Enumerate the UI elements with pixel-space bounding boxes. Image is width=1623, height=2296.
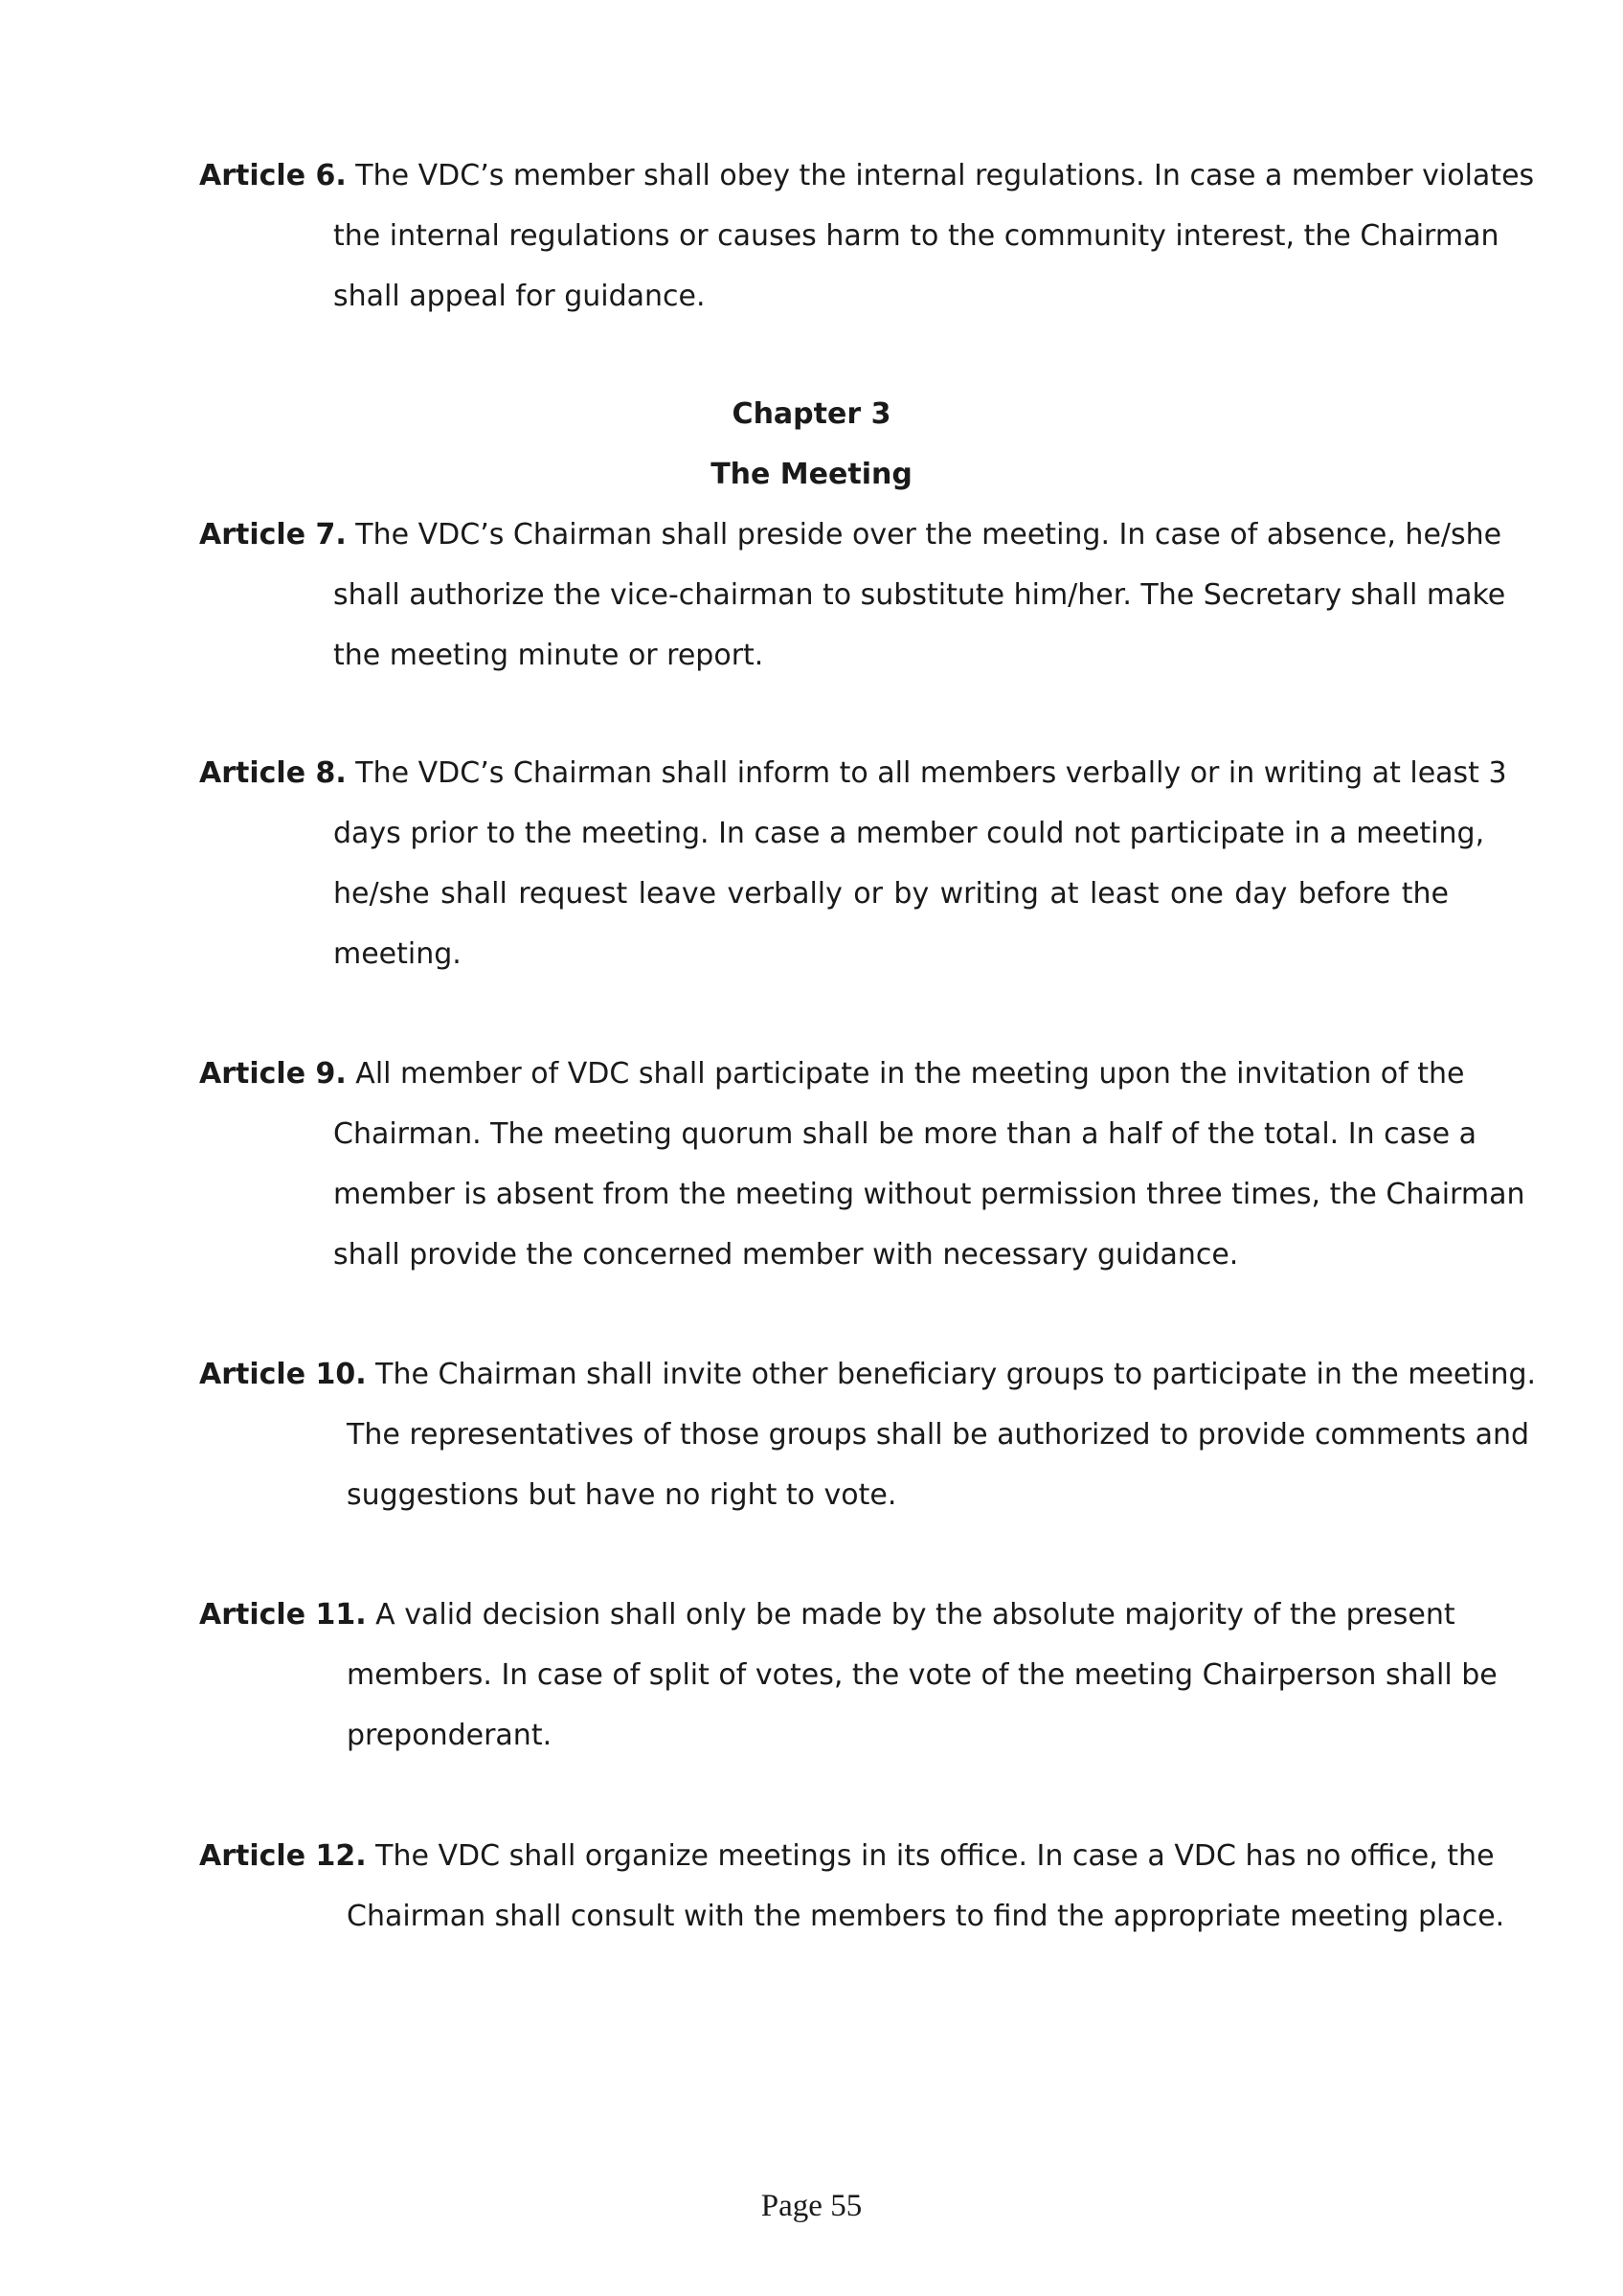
article-6-line-3: shall appeal for guidance. <box>333 280 706 313</box>
article-11-line-3: preponderant. <box>347 1719 552 1752</box>
article-9-line-1: Article 9. All member of VDC shall participate in the meeting upon the invitation of the <box>199 1057 1465 1091</box>
article-9-line-3: member is absent from the meeting without permission three times, the Chairman <box>333 1178 1525 1211</box>
article-11-label: Article 11. <box>199 1598 367 1632</box>
article-8 <box>199 743 1507 984</box>
article-9 <box>199 1044 1525 1285</box>
article-8-line-2: days prior to the meeting. In case a member could not participate in a meeting, <box>333 817 1485 850</box>
article-7-line-2: shall authorize the vice-chairman to substitute him/her. The Secretary shall make <box>333 578 1506 612</box>
article-10-line-1: Article 10. The Chairman shall invite other beneficiary groups to participate in the meeting. <box>199 1358 1537 1391</box>
article-9-line-2: Chairman. The meeting quorum shall be more than a half of the total. In case a <box>333 1117 1477 1151</box>
chapter-number: Chapter 3 <box>732 397 891 431</box>
chapter-title: The Meeting <box>710 458 913 491</box>
article-6-line-2: the internal regulations or causes harm to the community interest, the Chairman <box>333 219 1499 253</box>
article-6-line-1: Article 6. The VDC’s member shall obey the internal regulations. In case a member violates <box>199 159 1535 192</box>
article-11 <box>199 1585 1498 1766</box>
article-11-line-1: Article 11. A valid decision shall only be made by the absolute majority of the present <box>199 1598 1455 1632</box>
article-10 <box>199 1344 1537 1525</box>
article-12-label: Article 12. <box>199 1839 367 1873</box>
article-12 <box>199 1826 1505 1947</box>
article-8-line-4: meeting. <box>333 937 462 971</box>
article-8-line-3: he/she shall request leave verbally or by writing at least one day before the <box>333 877 1449 911</box>
article-7 <box>199 505 1506 686</box>
article-9-line-4: shall provide the concerned member with necessary guidance. <box>333 1238 1239 1272</box>
article-8-line-1: Article 8. The VDC’s Chairman shall inform to all members verbally or in writing at least 3 <box>199 756 1507 790</box>
article-7-line-3: the meeting minute or report. <box>333 639 764 672</box>
article-6-label: Article 6. <box>199 159 347 192</box>
page-number: Page 55 <box>760 2189 863 2223</box>
article-11-line-2: members. In case of split of votes, the vote of the meeting Chairperson shall be <box>347 1658 1498 1692</box>
article-8-label: Article 8. <box>199 756 347 790</box>
article-10-line-2: The representatives of those groups shall be authorized to provide comments and <box>347 1418 1530 1452</box>
article-6 <box>199 146 1535 326</box>
article-12-line-1: Article 12. The VDC shall organize meetings in its office. In case a VDC has no office, the <box>199 1839 1495 1873</box>
article-7-line-1: Article 7. The VDC’s Chairman shall preside over the meeting. In case of absence, he/she <box>199 518 1502 551</box>
article-10-label: Article 10. <box>199 1358 367 1391</box>
article-10-line-3: suggestions but have no right to vote. <box>347 1478 897 1512</box>
article-7-label: Article 7. <box>199 518 347 551</box>
article-9-label: Article 9. <box>199 1057 347 1091</box>
article-12-line-2: Chairman shall consult with the members to find the appropriate meeting place. <box>347 1900 1505 1933</box>
